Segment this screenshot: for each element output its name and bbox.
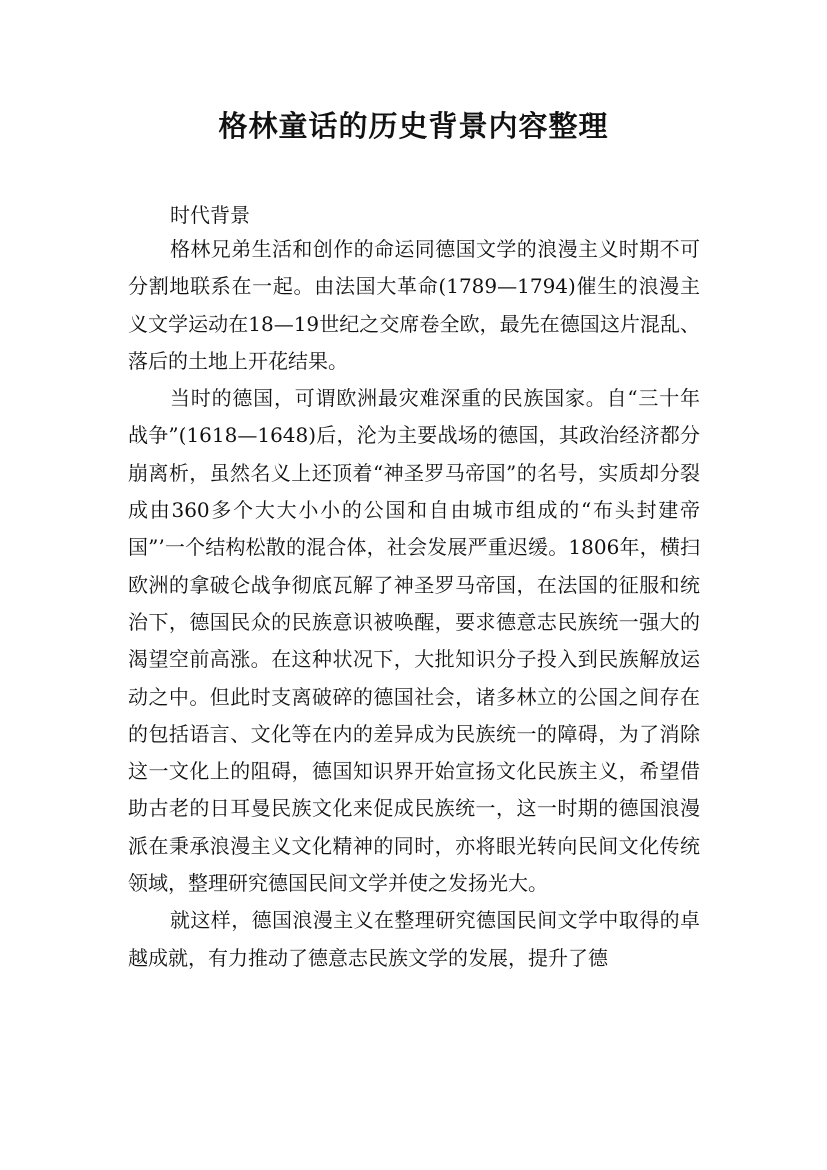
document-body [128, 231, 700, 977]
document-title: 格林童话的历史背景内容整理 [218, 109, 609, 143]
paragraph: 就这样，德国浪漫主义在整理研究德国民间文学中取得的卓越成就，有力推动了德意志民族文学的发展，提升了德 [128, 908, 700, 970]
paragraph: 格林兄弟生活和创作的命运同德国文学的浪漫主义时期不可分割地联系在一起。由法国大革命(1789—1794)催生的浪漫主义文学运动在18—19世纪之交席卷全欧，最先在德国这片混乱、落后的土地上开花结果。 [128, 237, 700, 373]
section-heading: 时代背景 [170, 203, 250, 227]
paragraph: 当时的德国，可谓欧洲最灾难深重的民族国家。自“三十年战争”(1618—1648)后，沦为主要战场的德国，其政治经济都分崩离析，虽然名义上还顶着“神圣罗马帝国”的名号，实质却分裂成由360多个大大小小的公国和自由城市组成的“布头封建帝国”’一个结构松散的混合体，社会发展严重迟缓。1806年，横扫欧洲的拿破仑战争彻底瓦解了神圣罗马帝国，在法国的征服和统治下，德国民众的民族意识被唤醒，要求德意志民族统一强大的渴望空前高涨。在这种状况下，大批知识分子投入到民族解放运动之中。但此时支离破碎的德国社会，诸多林立的公国之间存在的包括语言、文化等在内的差异成为民族统一的障碍，为了消除这一文化上的阻碍，德国知识界开始宣扬文化民族主义，希望借助古老的日耳曼民族文化来促成民族统一，这一时期的德国浪漫派在秉承浪漫主义文化精神的同时，亦将眼光转向民间文化传统领域，整理研究德国民间文学并使之发扬光大。 [128, 386, 700, 896]
